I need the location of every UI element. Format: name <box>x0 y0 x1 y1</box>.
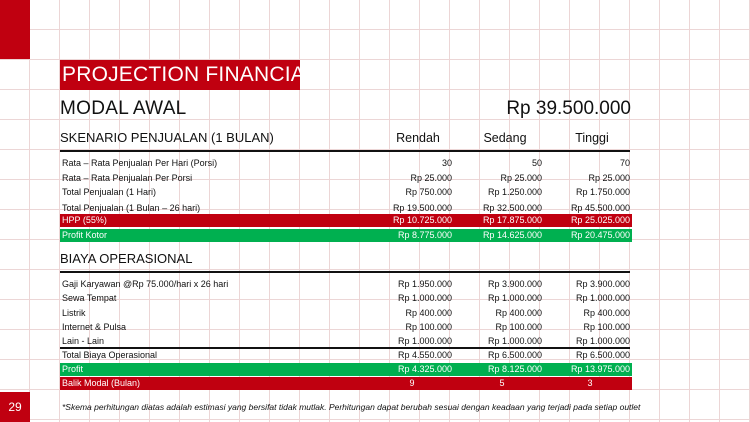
row-label: HPP (55%) <box>62 215 107 225</box>
table-row <box>60 278 632 290</box>
value-tinggi: Rp 1.000.000 <box>575 293 630 303</box>
value-sedang: Rp 400.000 <box>495 308 542 318</box>
value-sedang: Rp 1.000.000 <box>487 293 542 303</box>
table-row <box>60 202 632 214</box>
column-header-sedang: Sedang <box>483 131 527 145</box>
row-label: Internet & Pulsa <box>62 322 127 332</box>
value-tinggi: Rp 400.000 <box>583 308 630 318</box>
value-sedang: Rp 32.500.000 <box>482 203 542 213</box>
value-tinggi: Rp 3.900.000 <box>575 279 630 289</box>
value-rendah: Rp 25.000 <box>410 173 452 183</box>
value-rendah: Rp 10.725.000 <box>392 215 452 225</box>
value-rendah: Rp 400.000 <box>405 308 452 318</box>
header-divider <box>60 150 630 152</box>
value-sedang: 50 <box>531 158 542 168</box>
value-sedang: Rp 100.000 <box>495 322 542 332</box>
row-label: Rata – Rata Penjualan Per Porsi <box>62 173 193 183</box>
biaya-title: BIAYA OPERASIONAL <box>60 251 193 266</box>
value-rendah: Rp 1.950.000 <box>397 279 452 289</box>
value-sedang: 5 <box>499 378 505 388</box>
row-label: Rata – Rata Penjualan Per Hari (Porsi) <box>62 158 218 168</box>
row-label: Sewa Tempat <box>62 293 117 303</box>
column-header-tinggi: Tinggi <box>575 131 609 145</box>
value-sedang: Rp 3.900.000 <box>487 279 542 289</box>
value-sedang: Rp 8.125.000 <box>487 364 542 374</box>
page-number: 29 <box>0 392 30 422</box>
row-label: Profit <box>62 364 84 374</box>
value-rendah: Rp 19.500.000 <box>392 203 452 213</box>
column-header-rendah: Rendah <box>396 131 440 145</box>
value-tinggi: Rp 45.500.000 <box>570 203 630 213</box>
modal-awal-value: Rp 39.500.000 <box>506 98 631 119</box>
value-tinggi: 70 <box>619 158 630 168</box>
table-row <box>60 307 632 319</box>
value-sedang: Rp 6.500.000 <box>487 350 542 360</box>
total-biaya-row <box>60 349 632 361</box>
value-rendah: 30 <box>441 158 452 168</box>
value-tinggi: Rp 100.000 <box>583 322 630 332</box>
profit-row <box>60 363 632 376</box>
value-rendah: Rp 100.000 <box>405 322 452 332</box>
value-tinggi: Rp 1.750.000 <box>575 187 630 197</box>
row-label: Balik Modal (Bulan) <box>62 378 141 388</box>
value-tinggi: 3 <box>587 378 593 388</box>
row-label: Total Penjualan (1 Bulan – 26 hari) <box>62 203 201 213</box>
table-row <box>60 172 632 184</box>
hpp-row <box>60 214 632 227</box>
value-tinggi: Rp 6.500.000 <box>575 350 630 360</box>
row-label: Profit Kotor <box>62 230 108 240</box>
table-row <box>60 292 632 304</box>
value-tinggi: Rp 25.025.000 <box>570 215 630 225</box>
footnote: *Skema perhitungan diatas adalah estimasi yang bersifat tidak mutlak. Perhitungan dapat berubah sesuai dengan keadaan yang terjadi pada setiap outlet <box>62 402 641 412</box>
value-sedang: Rp 14.625.000 <box>482 230 542 240</box>
row-label: Listrik <box>62 308 86 318</box>
corner-accent-block <box>0 0 30 59</box>
value-rendah: Rp 4.550.000 <box>397 350 452 360</box>
value-rendah: Rp 4.325.000 <box>397 364 452 374</box>
value-tinggi: Rp 25.000 <box>588 173 630 183</box>
value-sedang: Rp 1.000.000 <box>487 336 542 346</box>
row-label: Gaji Karyawan @Rp 75.000/hari x 26 hari <box>62 279 229 289</box>
value-rendah: Rp 750.000 <box>405 187 452 197</box>
value-sedang: Rp 17.875.000 <box>482 215 542 225</box>
biaya-divider <box>60 271 630 273</box>
value-tinggi: Rp 13.975.000 <box>570 364 630 374</box>
table-row <box>60 157 632 169</box>
value-rendah: Rp 8.775.000 <box>397 230 452 240</box>
table-row <box>60 186 632 198</box>
row-label: Lain - Lain <box>62 336 105 346</box>
value-tinggi: Rp 1.000.000 <box>575 336 630 346</box>
balik-modal-row <box>60 377 632 390</box>
modal-awal-label: MODAL AWAL <box>60 98 187 119</box>
row-label: Total Penjualan (1 Hari) <box>62 187 157 197</box>
skenario-title: SKENARIO PENJUALAN (1 BULAN) <box>60 130 274 145</box>
value-rendah: Rp 1.000.000 <box>397 336 452 346</box>
profit-kotor-row <box>60 229 632 242</box>
value-tinggi: Rp 20.475.000 <box>570 230 630 240</box>
value-rendah: Rp 1.000.000 <box>397 293 452 303</box>
value-sedang: Rp 1.250.000 <box>487 187 542 197</box>
table-row <box>60 321 632 333</box>
table-row <box>60 335 632 347</box>
value-sedang: Rp 25.000 <box>500 173 542 183</box>
value-rendah: 9 <box>409 378 415 388</box>
row-label: Total Biaya Operasional <box>62 350 158 360</box>
page-title: PROJECTION FINANCIAL <box>60 60 300 90</box>
